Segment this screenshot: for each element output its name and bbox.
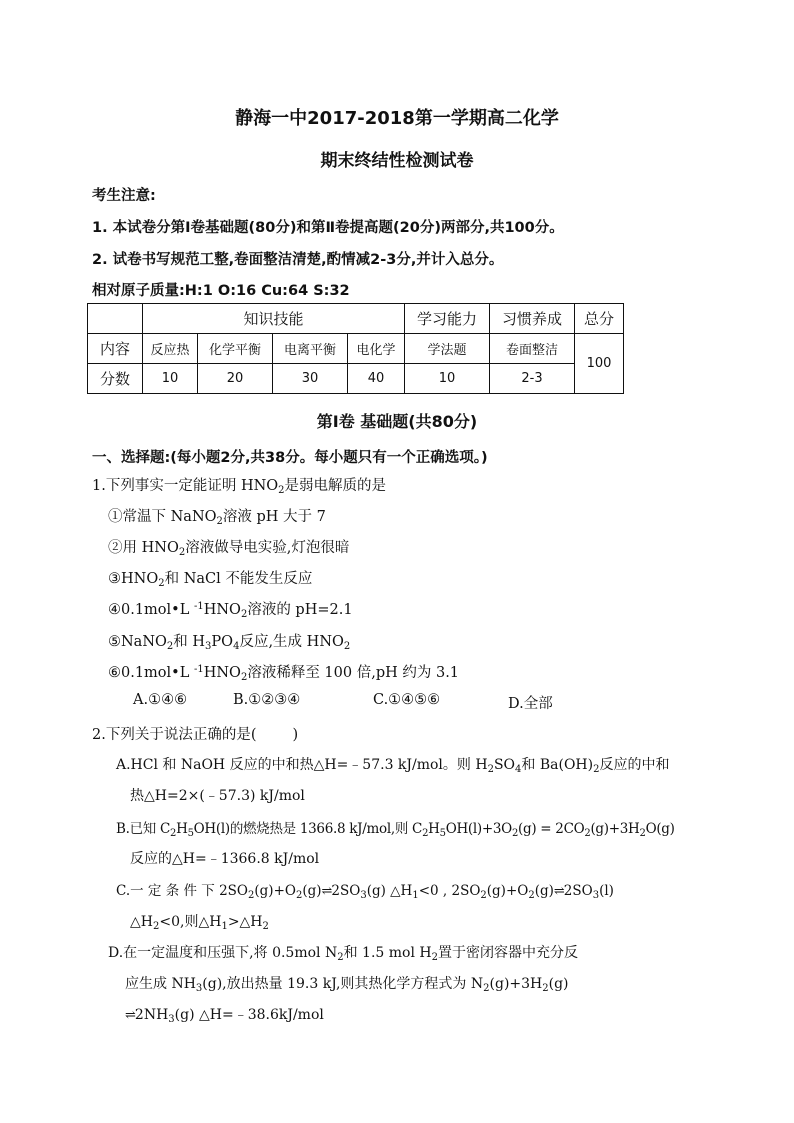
q2-option-b-line1: B.已知 $C_2H_5OH(l)$的燃烧热是 1366.8 kJ/mol,则 $C_2H_5OH(l)+3O_2(g) = 2CO_2(g)+3H_2O(g)$ [116, 821, 675, 839]
q2-option-d-line1: D.在一定温度和压强下,将 0.5mol $N_2$和 1.5 mol $H_2$置于密闭容器中充分反 [108, 945, 578, 963]
q2-option-a-line1: A.HCl 和 NaOH 反应的中和热△H=﹣57.3 kJ/mol。则 $H_2SO_4$和 $Ba(OH)_2$反应的中和 [116, 757, 670, 775]
q1-option-b[interactable]: B.①②③④ [233, 692, 301, 708]
score-cell: 20 [198, 364, 273, 394]
q2-option-b-line2: 反应的△H=﹣1366.8 kJ/mol [130, 851, 320, 867]
equilibrium-arrow-icon: ⇌ [553, 884, 564, 899]
notice-item-2: 2. 试卷书写规范工整,卷面整洁清楚,酌情减2-3分,并计入总分。 [92, 252, 504, 268]
q1-statement-1: ①常温下 NaNO$_2$溶液 pH 大于 7 [108, 509, 326, 527]
group-learning: 学习能力 [405, 304, 490, 334]
total-score-cell: 100 [575, 334, 624, 394]
group-habit: 习惯养成 [490, 304, 575, 334]
q1-statement-3: $③HNO_2$和 NaCl 不能发生反应 [108, 571, 313, 589]
equilibrium-arrow-icon: ⇌ [321, 884, 332, 899]
item-cell: 卷面整洁 [490, 334, 575, 364]
equilibrium-arrow-icon: ⇌ [125, 1008, 135, 1023]
score-cell: 2-3 [490, 364, 575, 394]
group-knowledge: 知识技能 [143, 304, 405, 334]
q2-option-d-line3: $\rightleftharpoons 2NH_3(g)$ △H=﹣38.6kJ/mol [125, 1007, 324, 1025]
q1-statement-6: ⑥0.1mol•L $^{-1}HNO_2$溶液稀释至 100 倍,pH 约为 3.1 [108, 664, 460, 683]
q1-option-a[interactable]: A.①④⑥ [133, 692, 188, 708]
item-cell: 化学平衡 [198, 334, 273, 364]
row-label-score: 分数 [88, 364, 143, 394]
q1-option-d[interactable]: D.全部 [508, 696, 553, 712]
exam-subtitle: 期末终结性检测试卷 [320, 151, 474, 171]
q1-statement-2: ②用 $HNO_2$溶液做导电实验,灯泡很暗 [108, 540, 350, 558]
q2-option-a-line2: 热△H=2×(﹣57.3) kJ/mol [130, 788, 305, 804]
question-2-stem: 2.下列关于说法正确的是( ) [92, 727, 299, 743]
score-cell: 40 [348, 364, 405, 394]
row-label-content: 内容 [88, 334, 143, 364]
q2-option-c-line2: $\triangle H_2<0$,则$\triangle H_1>\triangle H_2$ [130, 914, 269, 932]
section-title: 第Ⅰ卷 基础题(共80分) [316, 412, 478, 431]
q1-option-c[interactable]: C.①④⑤⑥ [373, 692, 441, 708]
atomic-mass-line: 相对原子质量:H:1 O:16 Cu:64 S:32 [92, 283, 350, 299]
score-cell: 10 [143, 364, 198, 394]
score-table [87, 303, 624, 394]
score-cell: 10 [405, 364, 490, 394]
exam-title: 静海一中2017-2018第一学期高二化学 [235, 108, 559, 129]
table-corner [88, 304, 143, 334]
q1-statement-4: ④0.1mol•L $^{-1}HNO_2$溶液的 pH=2.1 [108, 601, 353, 620]
item-cell: 电化学 [348, 334, 405, 364]
part-heading: 一、选择题:(每小题2分,共38分。每小题只有一个正确选项。) [92, 450, 488, 466]
score-cell: 30 [273, 364, 348, 394]
item-cell: 反应热 [143, 334, 198, 364]
notice-item-1: 1. 本试卷分第Ⅰ卷基础题(80分)和第Ⅱ卷提高题(20分)两部分,共100分。 [92, 220, 564, 236]
item-cell: 电离平衡 [273, 334, 348, 364]
q1-statement-5: ⑤NaNO$_2$和 $H_3PO_4$反应,生成 $HNO_2$ [108, 634, 351, 652]
q2-option-c-line1: C.一 定 条 件 下 $2SO_2(g)+O_2(g)\rightleftharpoons 2SO_3(g)$ $\triangle H_1<0$ , $2SO_2(g)+O_2(g)\rightleftharpoons 2SO_3(l)$ [116, 883, 614, 901]
notice-heading: 考生注意: [92, 188, 156, 204]
q2-option-d-line2: 应生成 $NH_3(g)$,放出热量 19.3 kJ,则其热化学方程式为 $N_2(g)+3H_2(g)$ [125, 976, 569, 994]
item-cell: 学法题 [405, 334, 490, 364]
group-total: 总分 [575, 304, 624, 334]
question-1-stem: 1.下列事实一定能证明 $HNO_2$是弱电解质的是 [92, 478, 387, 496]
